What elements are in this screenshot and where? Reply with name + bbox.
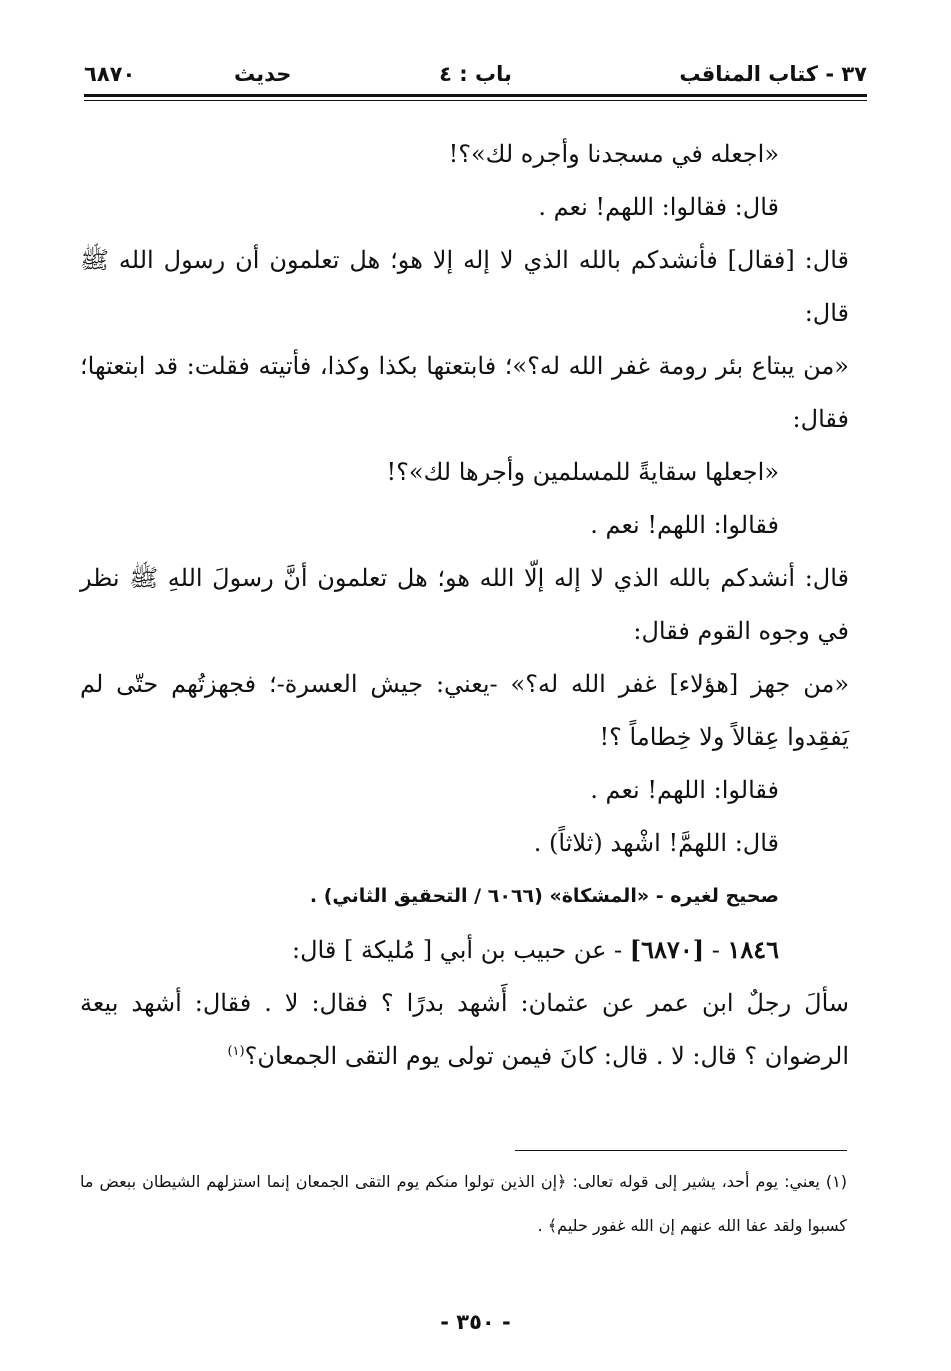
footnote-marker: (١) [227, 1044, 245, 1059]
hadith-number: ١٨٤٦ [727, 935, 779, 964]
running-header [84, 58, 867, 94]
paragraph: «من جهز [هؤلاء] غفر الله له؟» -يعني: جيش العسرة-؛ فجهزتُهم حتّى لم يَفقِدوا عِقالاً ولا خِطاماً ؟! [80, 670, 849, 751]
hadith-text-body: سألَ رجلٌ ابن عمر عن عثمان: أَشهد بدرًا ؟ فقال: لا . فقال: أشهد بيعة الرضوان ؟ قال: لا . قال: كانَ فيمن تولى يوم التقى الجمعان؟ [80, 989, 849, 1070]
header-hadith-label: حديث [234, 62, 292, 86]
footnote-rule [515, 1150, 847, 1151]
footnote: (١) يعني: يوم أحد، يشير إلى قوله تعالى: ﴿إن الذين تولوا منكم يوم التقى الجمعان إنما استزلهم الشيطان ببعض ما كسبوا ولقد عفا الله عنهم إن الله غفور حليم﴾ . [80, 1172, 847, 1235]
header-hadith-number: ٦٨٧٠ [84, 62, 136, 86]
paragraph: قال: اللهمَّ! اشْهد (ثلاثاً) . [533, 829, 779, 857]
hadith-ref-number: [٦٨٧٠] [629, 935, 705, 964]
paragraph: «اجعلها سقايةً للمسلمين وأجرها لك»؟! [386, 458, 779, 486]
paragraph: قال: أنشدكم بالله الذي لا إله إلّا الله هو؛ هل تعلمون أنَّ رسولَ اللهِ ﷺ نظر في وجوه القوم فقال: [80, 564, 850, 645]
paragraph: فقالوا: اللهم! نعم . [590, 776, 779, 804]
paragraph: فقالوا: اللهم! نعم . [590, 511, 779, 539]
header-rule-thin [84, 100, 867, 101]
paragraph: قال: فقالوا: اللهم! نعم . [538, 193, 779, 221]
page-number: - ٣٥٠ - [440, 1310, 511, 1334]
hadith-heading: ١٨٤٦ - [٦٨٧٠] - عن حبيب بن أبي [ مُليكة ] قال: [292, 935, 779, 964]
main-text [80, 128, 849, 1083]
header-book-title: ٣٧ - كتاب المناقب [679, 62, 867, 86]
header-chapter: باب : ٤ [439, 62, 512, 86]
paragraph: «من يبتاع بئر رومة غفر الله له؟»؛ فابتعتها بكذا وكذا، فأتيته فقلت: قد ابتعتها؛ فقال: [80, 352, 849, 433]
hadith-isnad: - عن حبيب بن أبي [ مُليكة ] قال: [292, 936, 623, 964]
grading-note: صحيح لغيره - «المشكاة» (٦٠٦٦ / التحقيق الثاني) . [309, 885, 779, 907]
paragraph: قال: [فقال] فأنشدكم بالله الذي لا إله إلا هو؛ هل تعلمون أن رسول الله ﷺ قال: [80, 246, 849, 327]
hadith-text [80, 977, 849, 1083]
paragraph: «اجعله في مسجدنا وأجره لك»؟! [448, 140, 779, 168]
header-rule-thick [84, 94, 867, 97]
